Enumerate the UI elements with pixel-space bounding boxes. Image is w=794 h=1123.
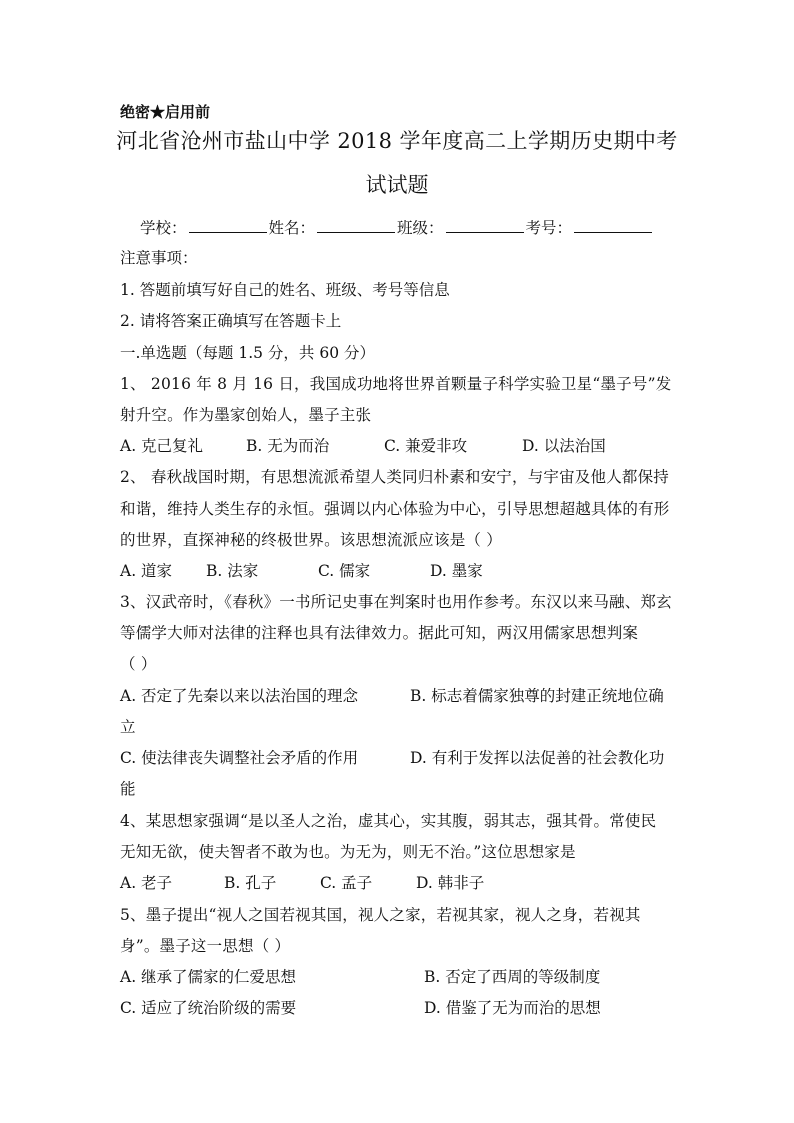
q3-stem-line3: （ ） <box>120 655 157 673</box>
student-info-row <box>140 218 654 238</box>
q3-option-d-line1[interactable]: D. 有利于发挥以法促善的社会教化功 <box>410 749 665 767</box>
q1-option-a[interactable]: A. 克己复礼 <box>120 437 204 455</box>
q1-stem-line1: 1、 2016 年 8 月 16 日，我国成功地将世界首颗量子科学实验卫星“墨子号”发 <box>120 375 672 393</box>
q3-option-a[interactable]: A. 否定了先秦以来以法治国的理念 <box>120 687 359 705</box>
notes-item-2: 2. 请将答案正确填写在答题卡上 <box>120 312 342 330</box>
q1-option-c[interactable]: C. 兼爱非攻 <box>384 437 468 455</box>
page-title-line2: 试试题 <box>365 173 429 197</box>
q5-stem-line1: 5、墨子提出“视人之国若视其国，视人之家，若视其家，视人之身，若视其 <box>120 906 641 924</box>
q4-option-a[interactable]: A. 老子 <box>120 874 173 892</box>
q4-option-c[interactable]: C. 孟子 <box>320 874 373 892</box>
q3-stem-line2: 等儒学大师对法律的注释也具有法律效力。据此可知，两汉用儒家思想判案 <box>120 624 639 642</box>
class-label: 班级： <box>397 219 444 237</box>
q3-option-d-line2: 能 <box>120 780 136 798</box>
q1-option-b[interactable]: B. 无为而治 <box>246 437 330 455</box>
secret-label: 绝密★启用前 <box>120 103 211 121</box>
notes-item-1: 1. 答题前填写好自己的姓名、班级、考号等信息 <box>120 281 450 299</box>
q5-option-d[interactable]: D. 借鉴了无为而治的思想 <box>424 999 601 1017</box>
q4-option-d[interactable]: D. 韩非子 <box>416 874 485 892</box>
q3-stem-line1: 3、汉武帝时，《春秋》一书所记史事在判案时也用作参考。东汉以来马融、郑玄 <box>120 593 672 611</box>
name-label: 姓名： <box>268 219 316 237</box>
q2-stem-line2: 和谐，维持人类生存的永恒。强调以内心体验为中心，引导思想超越具体的有形 <box>120 500 670 518</box>
q5-option-b[interactable]: B. 否定了西周的等级制度 <box>424 968 601 986</box>
q2-option-b[interactable]: B. 法家 <box>206 562 259 580</box>
name-blank[interactable] <box>317 218 395 233</box>
school-label: 学校： <box>140 219 187 237</box>
q2-options <box>120 561 483 581</box>
q3-option-b-line2: 立 <box>120 718 136 736</box>
q3-option-b-line1[interactable]: B. 标志着儒家独尊的封建正统地位确 <box>410 687 664 705</box>
school-blank[interactable] <box>189 218 267 233</box>
q4-options <box>120 873 484 893</box>
q4-stem-line2: 无知无欲，使夫智者不敢为也。为无为，则无不治。”这位思想家是 <box>120 843 576 861</box>
class-blank[interactable] <box>446 218 524 233</box>
q2-option-d[interactable]: D. 墨家 <box>430 562 483 580</box>
q1-options <box>120 436 606 456</box>
q4-option-b[interactable]: B. 孔子 <box>224 874 277 892</box>
q3-option-c[interactable]: C. 使法律丧失调整社会矛盾的作用 <box>120 749 359 767</box>
q4-stem-line1: 4、某思想家强调“是以圣人之治，虚其心，实其腹，弱其志，强其骨。常使民 <box>120 812 657 830</box>
page-title-line1: 河北省沧州市盐山中学 2018 学年度高二上学期历史期中考 <box>116 129 678 153</box>
q5-stem-line2: 身”。墨子这一思想（ ） <box>120 937 291 955</box>
q5-option-c[interactable]: C. 适应了统治阶级的需要 <box>120 999 297 1017</box>
q5-option-a[interactable]: A. 继承了儒家的仁爱思想 <box>120 968 297 986</box>
section-heading: 一.单选题（每题 1.5 分，共 60 分） <box>120 344 376 362</box>
exam-no-blank[interactable] <box>574 218 652 233</box>
exam-no-label: 考号： <box>525 219 573 237</box>
q2-option-c[interactable]: C. 儒家 <box>318 562 371 580</box>
q1-option-d[interactable]: D. 以法治国 <box>522 437 606 455</box>
q2-stem-line1: 2、 春秋战国时期，有思想流派希望人类同归朴素和安宁，与宇宙及他人都保持 <box>120 468 669 486</box>
q1-stem-line2: 射升空。作为墨家创始人，墨子主张 <box>120 406 372 424</box>
q2-stem-line3: 的世界，直探神秘的终极世界。该思想流派应该是（ ） <box>120 531 502 549</box>
notes-heading: 注意事项： <box>120 249 198 267</box>
q2-option-a[interactable]: A. 道家 <box>120 562 173 580</box>
